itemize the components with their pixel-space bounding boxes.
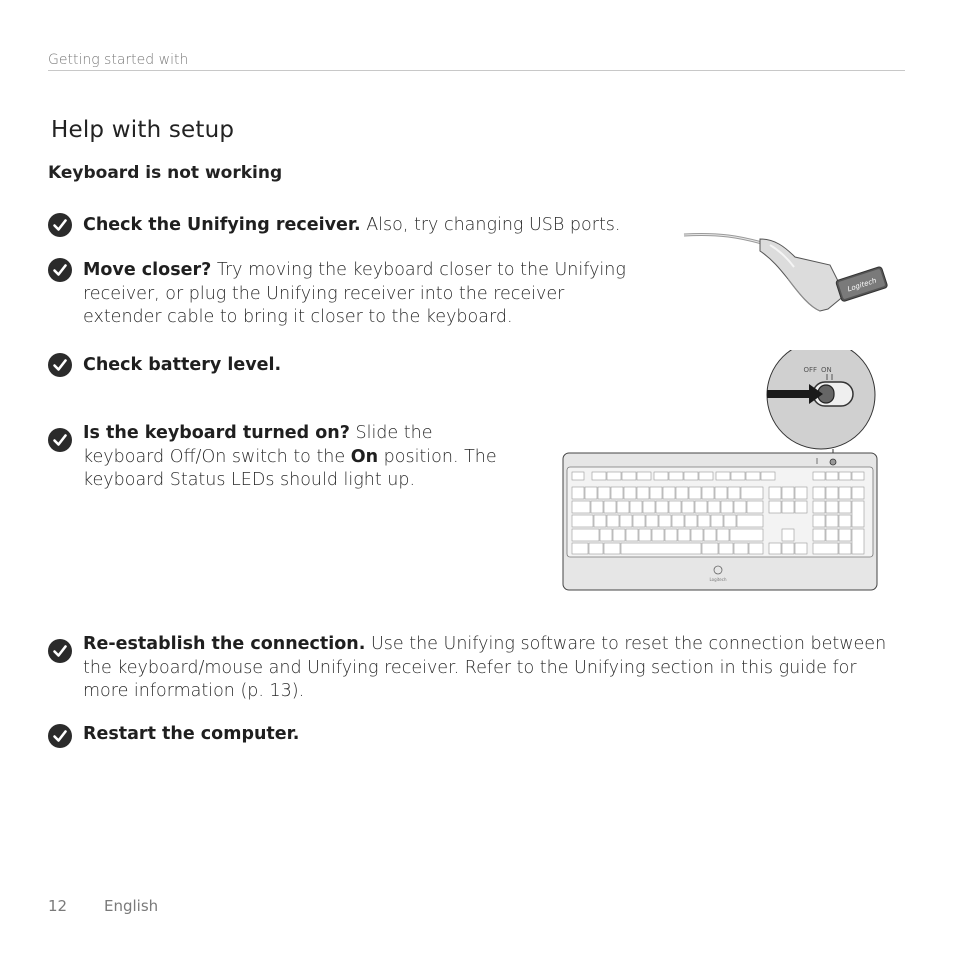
step-heading: Check the Unifying receiver. <box>83 215 361 235</box>
step-text <box>83 214 621 238</box>
header-text: Getting started with <box>48 52 189 68</box>
check-circle-icon <box>48 353 72 377</box>
receiver-brand: Logitech <box>846 276 878 294</box>
step-reestablish <box>48 633 908 704</box>
check-circle-icon <box>48 213 72 237</box>
switch-on-label: ON <box>821 366 832 374</box>
step-heading: Re-establish the connection. <box>83 634 366 654</box>
page-title: Help with setup <box>51 117 235 143</box>
section-subtitle: Keyboard is not working <box>48 163 283 183</box>
step-heading: Is the keyboard turned on? <box>83 423 350 443</box>
step-text <box>83 259 633 330</box>
step-check-receiver <box>48 214 648 238</box>
step-body: Try moving the keyboard closer to the Unifying receiver, or plug the Unifying receiver into the receiver extender cable to bring it closer to the keyboard. <box>83 260 626 327</box>
step-heading: Restart the computer. <box>83 724 300 744</box>
page-number: 12 <box>48 897 68 915</box>
step-body: Use the Unifying software to reset the connection between the keyboard/mouse and Unifying receiver. Refer to the Unifying section in this guide for more information (p. 13). <box>83 634 887 701</box>
footer-language: English <box>104 897 159 915</box>
step-heading: Check battery level. <box>83 355 282 375</box>
step-text <box>83 723 299 748</box>
step-turned-on <box>48 422 528 493</box>
usb-receiver-illustration <box>680 225 890 320</box>
step-restart <box>48 723 548 748</box>
check-circle-icon <box>48 258 72 282</box>
step-body: position. The keyboard Status LEDs should light up. <box>83 446 497 490</box>
step-text <box>83 422 518 493</box>
step-body: Slide the keyboard Off/On switch to the <box>83 423 433 467</box>
step-text <box>83 633 898 704</box>
check-circle-icon <box>48 428 72 452</box>
step-move-closer <box>48 259 648 330</box>
keyboard-illustration <box>562 452 878 592</box>
step-battery <box>48 354 548 378</box>
check-circle-icon <box>48 724 72 748</box>
page-header <box>48 49 905 71</box>
step-body: Also, try changing USB ports. <box>360 215 621 235</box>
step-inline-bold: On <box>350 446 379 467</box>
check-circle-icon <box>48 639 72 663</box>
switch-off-label: OFF <box>803 366 817 374</box>
keyboard-brand: Logitech <box>709 577 727 582</box>
step-text <box>83 354 281 378</box>
step-heading: Move closer? <box>83 260 212 280</box>
